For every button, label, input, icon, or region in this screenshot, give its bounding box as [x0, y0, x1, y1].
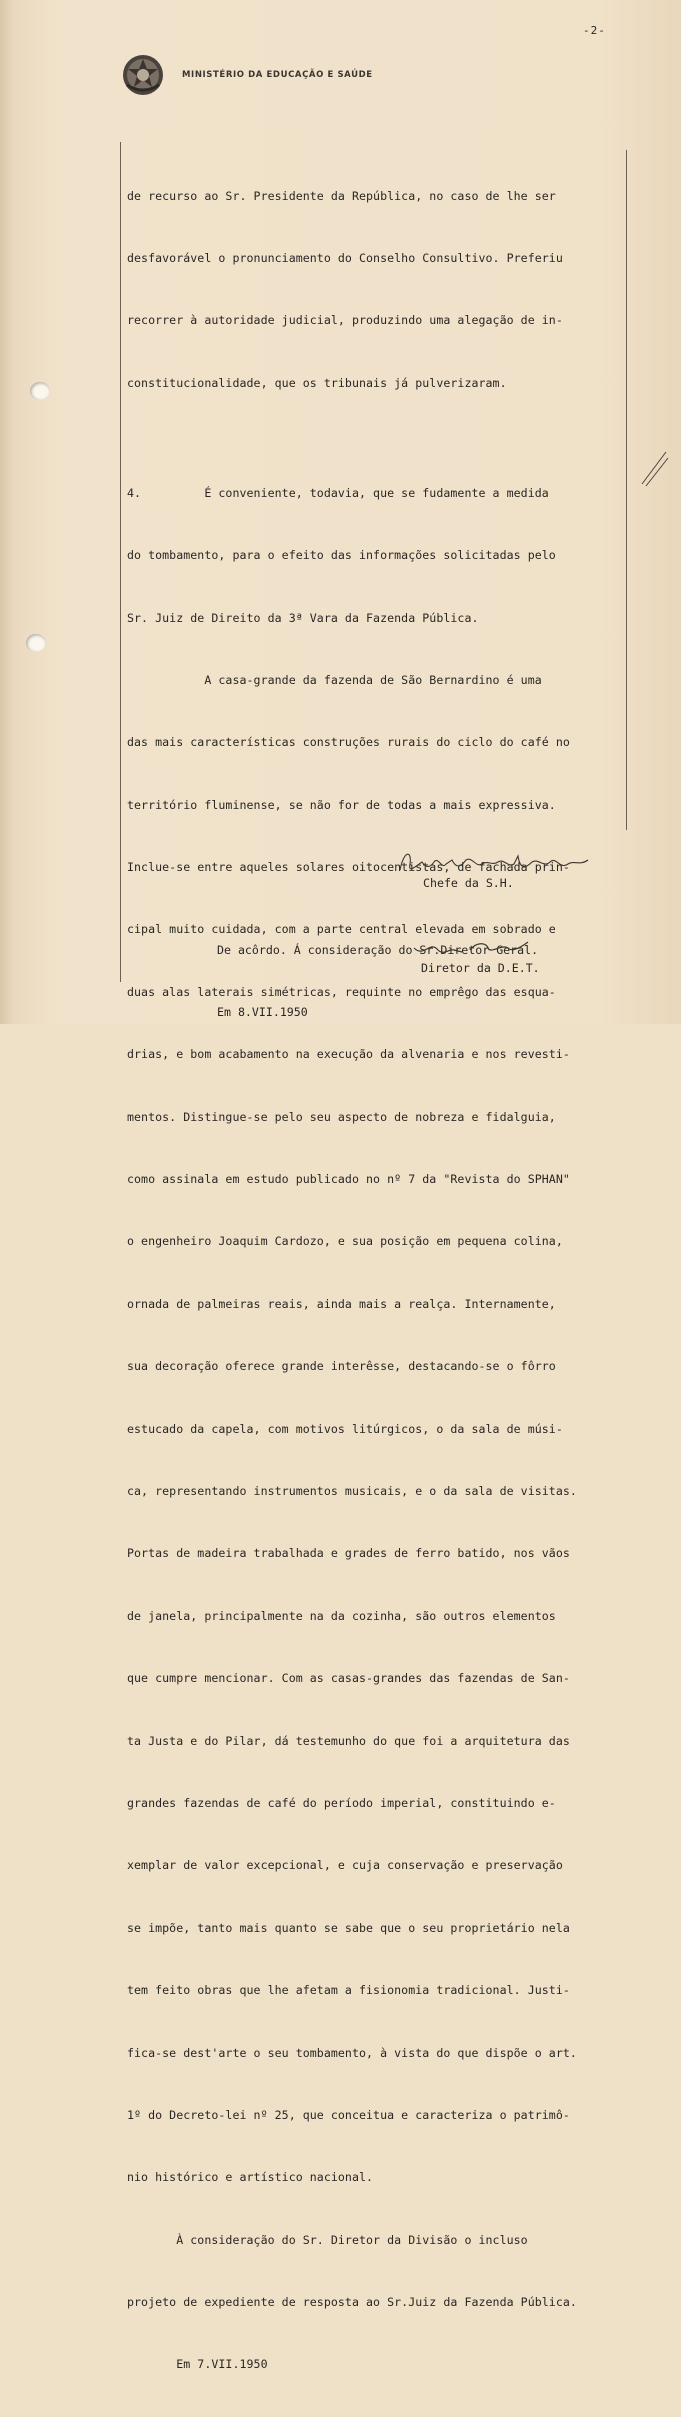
text-line: de recurso ao Sr. Presidente da República, no caso de lhe ser: [127, 188, 556, 203]
approval-note: [217, 898, 538, 1064]
text-line: ca, representando instrumentos musicais, e o da sala de visitas.: [127, 1484, 577, 1498]
text-line: drias, e bom acabamento na execução da alvenaria e nos revesti-: [127, 1047, 570, 1062]
text-line: de janela, principalmente na da cozinha, são outros elementos: [127, 1608, 556, 1623]
text-line: grandes fazendas de café do período imperial, constituindo e-: [127, 1795, 556, 1810]
text-line: estucado da capela, com motivos litúrgicos, o da sala de músi-: [127, 1421, 563, 1436]
text-line: duas alas laterais simétricas, requinte no emprêgo das esqua-: [127, 984, 556, 999]
chefe-role: Chefe da S.H.: [423, 876, 514, 890]
ministry-heading: MINISTÉRIO DA EDUCAÇÃO E SAÚDE: [182, 70, 373, 80]
text-line: Em 8.VII.1950: [217, 1004, 308, 1019]
text-line: Inclue-se entre aqueles solares oitocentistas, de fachada prin-: [127, 860, 570, 875]
coat-of-arms-seal-icon: [121, 53, 165, 97]
text-line: À consideração do Sr. Diretor da Divisão o incluso: [127, 2232, 528, 2247]
punch-hole-upper: [30, 382, 50, 400]
text-line: desfavorável o pronunciamento do Conselho Consultivo. Preferiu: [127, 250, 563, 265]
text-line: Sr. Juiz de Direito da 3ª Vara da Fazenda Pública.: [127, 610, 479, 625]
text-line: se impõe, tanto mais quanto se sabe que o seu proprietário nela: [127, 1920, 570, 1935]
text-line: mentos. Distingue-se pelo seu aspecto de nobreza e fidalguia,: [127, 1109, 556, 1124]
text-line: A casa-grande da fazenda de São Bernardino é uma: [127, 672, 542, 687]
text-line: que cumpre mencionar. Com as casas-grandes das fazendas de San-: [127, 1671, 570, 1686]
margin-mark-icon: [640, 448, 670, 488]
text-line: xemplar de valor excepcional, e cuja conservação e preservação: [127, 1858, 563, 1873]
text-line: De acôrdo. Á consideração do Sr.Diretor Geral.: [217, 942, 539, 957]
text-line: 1º do Decreto-lei nº 25, que conceitua e caracteriza o patrimô-: [127, 2107, 570, 2122]
text-line: constitucionalidade, que os tribunais já pulverizaram.: [127, 375, 507, 390]
text-line: projeto de expediente de resposta ao Sr.Juiz da Fazenda Pública.: [127, 2295, 577, 2310]
text-line: nio histórico e artístico nacional.: [127, 2170, 374, 2185]
text-line: Portas de madeira trabalhada e grades de ferro batido, nos vãos: [127, 1546, 570, 1561]
text-line: Em 7.VII.1950: [127, 2357, 268, 2372]
text-line: tem feito obras que lhe afetam a fisionomia tradicional. Justi-: [127, 1983, 570, 1998]
text-line: como assinala em estudo publicado no nº 7 da "Revista do SPHAN": [127, 1172, 570, 1187]
text-line: sua decoração oferece grande interêsse, destacando-se o fôrro: [127, 1359, 556, 1374]
text-line: cipal muito cuidada, com a parte central elevada em sobrado e: [127, 922, 556, 937]
left-margin-rule: [120, 142, 121, 982]
diretor-role: Diretor da D.E.T.: [421, 961, 540, 975]
text-line: ta Justa e do Pilar, dá testemunho do que foi a arquitetura das: [127, 1733, 570, 1748]
punch-hole-lower: [26, 634, 46, 652]
text-line: do tombamento, para o efeito das informações solicitadas pelo: [127, 548, 556, 563]
text-line: ornada de palmeiras reais, ainda mais a realça. Internamente,: [127, 1296, 556, 1311]
text-line: o engenheiro Joaquim Cardozo, e sua posição em pequena colina,: [127, 1234, 563, 1249]
letter-body: [127, 144, 627, 2417]
text-line: das mais características construções rurais do ciclo do café no: [127, 735, 570, 750]
text-line: território fluminense, se não for de todas a mais expressiva.: [127, 797, 556, 812]
text-line: 4. É conveniente, todavia, que se fudamente a medida: [127, 485, 549, 500]
text-line: recorrer à autoridade judicial, produzindo uma alegação de in-: [127, 313, 563, 328]
page-number: -2-: [583, 24, 606, 37]
text-line: fica-se dest'arte o seu tombamento, à vista do que dispõe o art.: [127, 2045, 577, 2060]
